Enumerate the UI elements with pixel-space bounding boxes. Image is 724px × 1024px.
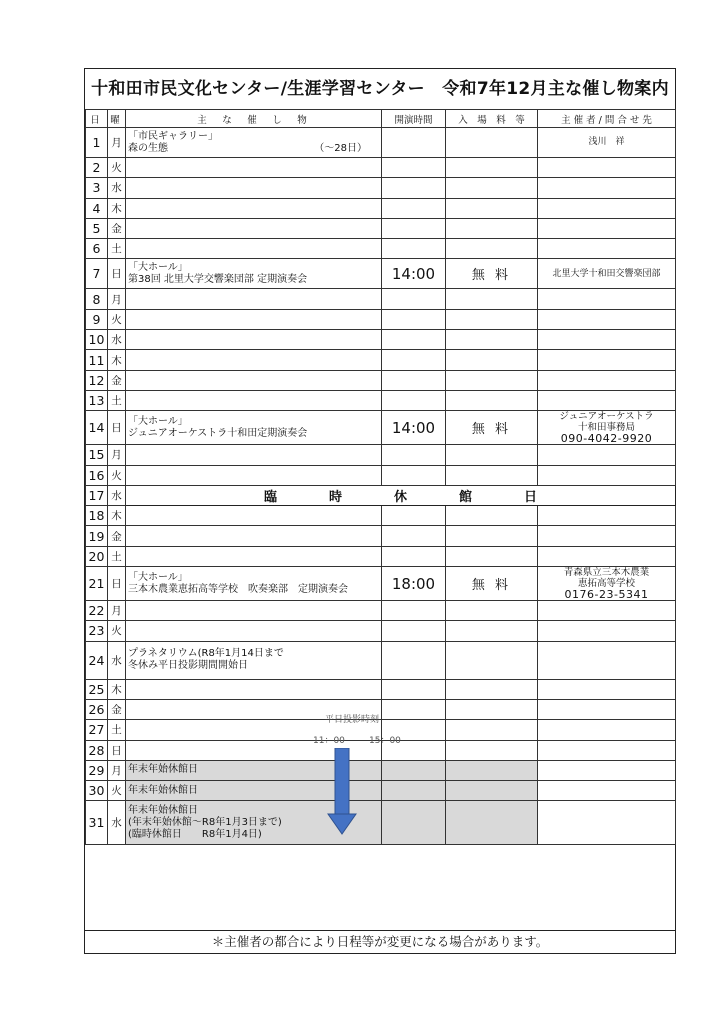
time-cell [382,350,446,370]
organizer-cell [538,158,676,178]
organizer-cell [538,259,676,289]
fee-cell [446,370,538,390]
table-row [86,699,676,719]
weekday-cell: 火 [108,158,126,178]
organizer-cell [538,621,676,641]
table-row [86,526,676,546]
event-cell [126,641,382,679]
day-cell: 11 [86,350,108,370]
time-cell [382,445,446,465]
weekday-cell: 金 [108,370,126,390]
fee-cell [446,330,538,350]
fee-cell [446,526,538,546]
fee-cell: 無 料 [446,411,538,445]
time-cell [382,239,446,259]
table-row [86,411,676,445]
fee-cell [446,309,538,329]
time-cell [382,465,446,485]
day-cell: 30 [86,781,108,801]
time-cell [382,158,446,178]
table-row [86,506,676,526]
fee-cell [446,289,538,309]
event-line-1: 「大ホール」 [128,261,188,273]
fee-cell [446,198,538,218]
table-row [86,309,676,329]
organizer-cell [538,720,676,740]
event-cell [126,239,382,259]
organizer-cell [538,178,676,198]
organizer-cell [538,679,676,699]
table-row [86,465,676,485]
event-cell [126,158,382,178]
day-cell: 14 [86,411,108,445]
weekday-cell: 水 [108,485,126,505]
day-cell: 1 [86,128,108,158]
table-row [86,330,676,350]
organizer-line-1: ジュニアオーケストラ [559,411,654,423]
organizer-line-1: 青森県立三本木農業 [563,567,650,579]
day-cell: 13 [86,390,108,410]
footer-note: ＊主催者の都合により日程等が変更になる場合があります。 [85,930,675,953]
weekday-cell: 月 [108,760,126,780]
header-fee: 入 場 料 等 [446,110,538,128]
event-cell [126,178,382,198]
event-cell [126,411,382,445]
weekday-cell: 土 [108,546,126,566]
event-line-1: 「大ホール」 [128,415,188,427]
day-cell: 16 [86,465,108,485]
time-cell [382,760,446,780]
fee-cell: 無 料 [446,567,538,601]
organizer-line-3: 0176-23-5341 [564,588,649,601]
weekday-cell: 土 [108,239,126,259]
organizer-cell [538,239,676,259]
time-cell [382,128,446,158]
event-line-2: 森の生態 [128,142,168,154]
weekday-cell: 木 [108,506,126,526]
time-cell: 14:00 [382,259,446,289]
weekday-cell: 火 [108,621,126,641]
event-cell [126,309,382,329]
organizer-cell [538,801,676,845]
time-cell: 18:00 [382,567,446,601]
organizer-cell [538,350,676,370]
event-line-3: (臨時休館日 R8年1月4日) [128,828,262,840]
table-row [86,621,676,641]
event-cell [126,546,382,566]
closed-day-cell [126,485,676,505]
day-cell: 20 [86,546,108,566]
weekday-cell: 土 [108,720,126,740]
organizer-line-2: 恵拓高等学校 [577,578,635,590]
organizer-cell [538,198,676,218]
table-row [86,128,676,158]
organizer-cell [538,567,676,601]
header-event: 主 な 催 し 物 [126,110,382,128]
day-cell: 15 [86,445,108,465]
weekday-cell: 月 [108,601,126,621]
fee-cell [446,781,538,801]
organizer-cell [538,699,676,719]
table-row [86,641,676,679]
day-cell: 21 [86,567,108,601]
event-line-2: 冬休み平日投影期間開始日 [128,660,248,672]
organizer-cell [538,390,676,410]
closed-day-char: 館 [459,490,473,505]
organizer-cell [538,740,676,760]
event-line-2: ジュニアオーケストラ十和田定期演奏会 [128,427,308,439]
time-cell [382,218,446,238]
header-time: 開演時間 [382,110,446,128]
organizer-cell [538,465,676,485]
event-cell [126,330,382,350]
event-cell [126,621,382,641]
organizer-cell [538,411,676,445]
weekday-cell: 木 [108,198,126,218]
table-row [86,370,676,390]
fee-cell: 無 料 [446,259,538,289]
time-cell [382,198,446,218]
weekday-cell: 日 [108,259,126,289]
header-weekday: 曜 [108,110,126,128]
fee-cell [446,720,538,740]
weekday-cell: 水 [108,641,126,679]
event-cell [126,289,382,309]
time-cell [382,506,446,526]
fee-cell [446,445,538,465]
weekday-cell: 火 [108,309,126,329]
time-cell [382,289,446,309]
event-line-2: 第38回 北里大学交響楽団部 定期演奏会 [128,273,308,285]
fee-cell [446,679,538,699]
day-cell: 7 [86,259,108,289]
table-row [86,289,676,309]
organizer-cell [538,370,676,390]
time-cell [382,330,446,350]
weekday-cell: 日 [108,740,126,760]
day-cell: 12 [86,370,108,390]
time-cell [382,699,446,719]
event-line-1: プラネタリウム(R8年1月14日まで [128,648,284,660]
weekday-cell: 日 [108,567,126,601]
fee-cell [446,158,538,178]
table-row [86,567,676,601]
event-cell [126,198,382,218]
organizer-line-1: 北里大学十和田交響楽団部 [552,268,661,279]
day-cell: 3 [86,178,108,198]
fee-cell [446,546,538,566]
organizer-cell [538,128,676,158]
time-cell [382,390,446,410]
event-cell [126,445,382,465]
weekday-cell: 火 [108,465,126,485]
fee-cell [446,390,538,410]
schedule-sheet [84,68,676,954]
organizer-line-2: 十和田事務局 [577,422,635,434]
event-line-2: 三本木農業恵拓高等学校 吹奏楽部 定期演奏会 [128,583,348,595]
weekday-cell: 月 [108,128,126,158]
day-cell: 6 [86,239,108,259]
table-row [86,546,676,566]
event-cell [126,259,382,289]
event-note: （～28日） [314,142,367,154]
fee-cell [446,699,538,719]
event-line-1: 年末年始休館日 [128,804,198,816]
table-row [86,601,676,621]
weekday-cell: 土 [108,390,126,410]
table-row [86,679,676,699]
event-line-1: 年末年始休館日 [128,764,198,776]
day-cell: 27 [86,720,108,740]
weekday-cell: 日 [108,411,126,445]
organizer-cell [538,641,676,679]
day-cell: 19 [86,526,108,546]
event-cell [126,370,382,390]
day-cell: 25 [86,679,108,699]
organizer-cell [538,526,676,546]
fee-cell [446,621,538,641]
closed-day-char: 日 [524,490,538,505]
time-cell [382,641,446,679]
organizer-cell [538,289,676,309]
day-cell: 22 [86,601,108,621]
fee-cell [446,350,538,370]
table-row [86,218,676,238]
weekday-cell: 金 [108,526,126,546]
day-cell: 10 [86,330,108,350]
event-cell [126,390,382,410]
event-line-1: 年末年始休館日 [128,784,198,796]
table-row [86,350,676,370]
down-arrow-icon [326,748,358,836]
organizer-cell [538,330,676,350]
day-cell: 2 [86,158,108,178]
time-cell [382,178,446,198]
time-cell [382,781,446,801]
table-row [86,390,676,410]
organizer-cell [538,601,676,621]
day-cell: 23 [86,621,108,641]
weekday-cell: 木 [108,679,126,699]
planetarium-time-label: 平日投影時刻 [325,715,380,725]
organizer-cell [538,546,676,566]
table-row [86,760,676,780]
table-row [86,259,676,289]
fee-cell [446,506,538,526]
header-day: 日 [86,110,108,128]
fee-cell [446,128,538,158]
time-cell [382,370,446,390]
weekday-cell: 水 [108,801,126,845]
day-cell: 31 [86,801,108,845]
closed-day-char: 時 [328,490,342,505]
fee-cell [446,239,538,259]
day-cell: 9 [86,309,108,329]
table-row [86,178,676,198]
day-cell: 8 [86,289,108,309]
time-cell: 14:00 [382,411,446,445]
time-cell [382,801,446,845]
day-cell: 24 [86,641,108,679]
event-line-2: (年末年始休館～R8年1月3日まで) [128,816,282,828]
fee-cell [446,465,538,485]
event-cell [126,601,382,621]
event-cell [126,506,382,526]
fee-cell [446,641,538,679]
event-cell [126,350,382,370]
table-row [86,239,676,259]
event-cell [126,465,382,485]
organizer-cell [538,445,676,465]
table-header-row [86,110,676,128]
table-row [86,801,676,845]
time-cell [382,679,446,699]
day-cell: 4 [86,198,108,218]
weekday-cell: 金 [108,699,126,719]
event-line-1: 「市民ギャラリー」 [128,130,218,142]
day-cell: 18 [86,506,108,526]
table-row [86,158,676,178]
fee-cell [446,801,538,845]
organizer-cell [538,218,676,238]
table-row [86,445,676,465]
closed-day-char: 臨 [263,490,277,505]
organizer-cell [538,309,676,329]
organizer-cell [538,760,676,780]
day-cell: 29 [86,760,108,780]
weekday-cell: 水 [108,178,126,198]
header-organizer: 主 催 者 / 問 合 せ 先 [538,110,676,128]
event-cell [126,128,382,158]
table-row [86,781,676,801]
day-cell: 5 [86,218,108,238]
weekday-cell: 火 [108,781,126,801]
fee-cell [446,178,538,198]
weekday-cell: 水 [108,330,126,350]
planetarium-time-2: 15：00 [369,736,401,746]
time-cell [382,601,446,621]
fee-cell [446,601,538,621]
weekday-cell: 木 [108,350,126,370]
weekday-cell: 月 [108,445,126,465]
page-title: 十和田市民文化センター/生涯学習センター 令和7年12月主な催し物案内 [85,69,675,110]
time-cell [382,621,446,641]
event-cell [126,567,382,601]
day-cell: 26 [86,699,108,719]
fee-cell [446,760,538,780]
time-cell [382,526,446,546]
closed-day-char: 休 [393,490,407,505]
event-cell [126,218,382,238]
planetarium-time-1: 11：00 [313,736,345,746]
day-cell: 17 [86,485,108,505]
day-cell: 28 [86,740,108,760]
weekday-cell: 月 [108,289,126,309]
table-row [86,485,676,505]
event-cell [126,526,382,546]
weekday-cell: 金 [108,218,126,238]
fee-cell [446,218,538,238]
table-row [86,198,676,218]
event-cell [126,679,382,699]
event-line-1: 「大ホール」 [128,571,188,583]
time-cell [382,309,446,329]
organizer-cell [538,781,676,801]
fee-cell [446,740,538,760]
organizer-line-3: 090-4042-9920 [560,432,653,445]
organizer-line-1: 浅川 祥 [588,137,625,148]
time-cell [382,546,446,566]
organizer-cell [538,506,676,526]
